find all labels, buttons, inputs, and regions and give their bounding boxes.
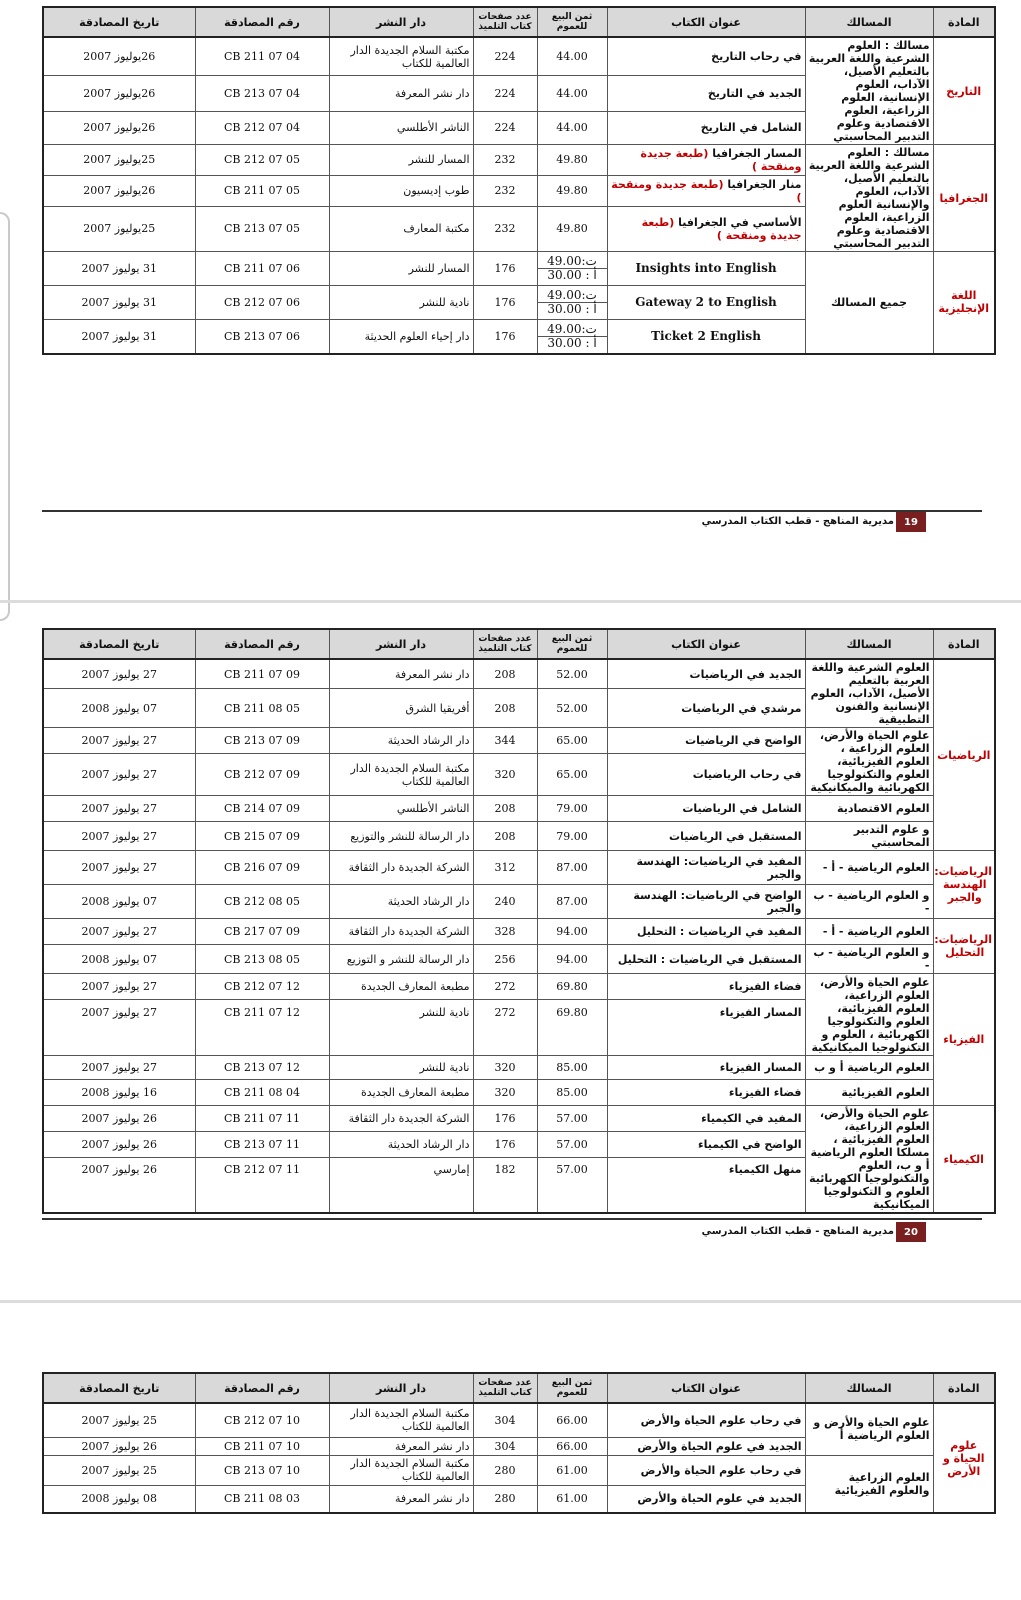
track-cell: مسالك : العلوم الشرعية واللغة العربية بالتعليم الأصيل، الآداب، العلوم الإنسانية، العلوم الزراعية، العلوم الاقتصادية وعلوم التدبير المحاسبتي (805, 37, 933, 145)
price: 94.00 (537, 919, 607, 945)
header-pages: عدد صفحات كتاب التلميذ (473, 1373, 537, 1403)
book-title: Ticket 2 English (607, 320, 805, 354)
approval-code: 09 CB 214 07 (195, 796, 329, 822)
approval-date: 25يوليوز 2007 (43, 206, 195, 251)
table-row (43, 919, 995, 945)
price: 65.00 (537, 754, 607, 796)
table-row (43, 145, 995, 176)
pages: 240 (473, 885, 537, 919)
pages: 224 (473, 111, 537, 144)
price: 69.80 (537, 974, 607, 1000)
price: 65.00 (537, 728, 607, 754)
approval-date: 27 يوليوز 2007 (43, 728, 195, 754)
pages: 176 (473, 1106, 537, 1132)
publisher: دار نشر المعرفة (329, 659, 473, 689)
book-title: المسار الفيزياء (607, 1000, 805, 1056)
publisher: الناشر الأطلسي (329, 111, 473, 144)
book-title: الجديد في علوم الحياة والأرض (607, 1437, 805, 1455)
pages: 232 (473, 206, 537, 251)
header-publisher: دار النشر (329, 7, 473, 37)
table-row (43, 945, 995, 974)
publisher: المسار للنشر (329, 145, 473, 176)
track-cell: العلوم الرياضية أ و ب (805, 1056, 933, 1080)
pages: 304 (473, 1437, 537, 1455)
footer-label: مديرية المناهج - قطب الكتاب المدرسي (701, 1226, 894, 1237)
approval-code: 09 CB 212 07 (195, 754, 329, 796)
page-number-badge: 19 (896, 512, 926, 532)
table-row (43, 1403, 995, 1437)
pages: 312 (473, 851, 537, 885)
price-split (537, 286, 607, 320)
book-title: الواضح في الكيمياء (607, 1131, 805, 1157)
header-date: تاريخ المصادقة (43, 7, 195, 37)
approval-date: 25 يوليوز 2007 (43, 1455, 195, 1485)
books-table-page-21 (42, 1372, 996, 1514)
track-cell: العلوم الرياضية - أ - (805, 851, 933, 885)
pages: 304 (473, 1403, 537, 1437)
table-row (43, 1455, 995, 1485)
subject-cell: علوم الحياة و الأرض (933, 1403, 995, 1513)
approval-date: 26 يوليوز 2007 (43, 1106, 195, 1132)
pages: 176 (473, 1131, 537, 1157)
book-title: المستقبل في الرياضيات : التحليل (607, 945, 805, 974)
approval-date: 27 يوليوز 2007 (43, 1056, 195, 1080)
table-row (43, 851, 995, 885)
price: 66.00 (537, 1403, 607, 1437)
approval-code: 04 CB 211 07 (195, 37, 329, 76)
price: 49.80 (537, 206, 607, 251)
approval-date: 08 يوليوز 2008 (43, 1485, 195, 1513)
price: 69.80 (537, 1000, 607, 1056)
book-title: فضاء الفيزياء (607, 1080, 805, 1106)
publisher: مطبعة المعارف الجديدة (329, 1080, 473, 1106)
publisher: طوب إديسيون (329, 175, 473, 206)
price: 87.00 (537, 851, 607, 885)
publisher: مكتبة المعارف (329, 206, 473, 251)
table-row (43, 1106, 995, 1132)
table-row (43, 974, 995, 1000)
pages: 256 (473, 945, 537, 974)
header-track: المسالك (805, 1373, 933, 1403)
price-student: ت:49.00 (538, 323, 607, 337)
book-title: الشامل في التاريخ (607, 111, 805, 144)
book-title: المفيد في الرياضيات : التحليل (607, 919, 805, 945)
approval-date: 31 يوليوز 2007 (43, 320, 195, 354)
book-title: في رحاب علوم الحياة والأرض (607, 1455, 805, 1485)
publisher: دار الرشاد الحديثة (329, 728, 473, 754)
book-title: المسار الفيزياء (607, 1056, 805, 1080)
header-title: عنوان الكتاب (607, 7, 805, 37)
header-title: عنوان الكتاب (607, 629, 805, 659)
approval-date: 27 يوليوز 2007 (43, 822, 195, 851)
pages: 224 (473, 76, 537, 111)
price: 87.00 (537, 885, 607, 919)
book-title (607, 145, 805, 176)
pages: 208 (473, 796, 537, 822)
publisher: نادية للنشر (329, 286, 473, 320)
header-date: تاريخ المصادقة (43, 629, 195, 659)
footer-rule (42, 1218, 982, 1220)
price: 44.00 (537, 76, 607, 111)
price: 61.00 (537, 1485, 607, 1513)
pages: 280 (473, 1455, 537, 1485)
approval-code: 06 CB 211 07 (195, 252, 329, 286)
approval-date: 27 يوليوز 2007 (43, 796, 195, 822)
track-cell: و العلوم الرياضية - ب - (805, 945, 933, 974)
approval-code: 09 CB 211 07 (195, 659, 329, 689)
pages: 176 (473, 286, 537, 320)
pages: 320 (473, 1080, 537, 1106)
pages: 320 (473, 1056, 537, 1080)
header-code: رقم المصادقة (195, 629, 329, 659)
header-subject: المادة (933, 629, 995, 659)
book-title: في رحاب التاريخ (607, 37, 805, 76)
track-cell: العلوم الاقتصادية (805, 796, 933, 822)
approval-code: 09 CB 215 07 (195, 822, 329, 851)
pages: 272 (473, 1000, 537, 1056)
header-pages: عدد صفحات كتاب التلميذ (473, 7, 537, 37)
approval-code: 05 CB 212 07 (195, 145, 329, 176)
side-scroll-tab[interactable] (0, 212, 10, 621)
approval-code: 09 CB 216 07 (195, 851, 329, 885)
page-footer-20 (42, 1218, 994, 1248)
book-title: الجديد في التاريخ (607, 76, 805, 111)
book-title: الشامل في الرياضيات (607, 796, 805, 822)
approval-date: 26 يوليوز 2007 (43, 1437, 195, 1455)
book-title: مرشدي في الرياضيات (607, 689, 805, 728)
publisher: دار إحياء العلوم الحديثة (329, 320, 473, 354)
pages: 176 (473, 252, 537, 286)
track-cell: العلوم الزراعية والعلوم الفيزيائية (805, 1455, 933, 1513)
approval-date: 27 يوليوز 2007 (43, 1000, 195, 1056)
books-table-page-19 (42, 6, 996, 355)
book-title: الجديد في الرياضيات (607, 659, 805, 689)
approval-date: 07 يوليوز 2008 (43, 885, 195, 919)
subject-cell: الرياضيات (933, 659, 995, 851)
book-title: الجديد في علوم الحياة والأرض (607, 1485, 805, 1513)
approval-code: 05 CB 211 08 (195, 689, 329, 728)
publisher: أفريقيا الشرق (329, 689, 473, 728)
header-subject: المادة (933, 1373, 995, 1403)
price: 85.00 (537, 1056, 607, 1080)
track-cell: العلوم الرياضية - أ - (805, 919, 933, 945)
title-main: الأساسي في الجغرافيا (678, 215, 802, 229)
pages: 280 (473, 1485, 537, 1513)
header-code: رقم المصادقة (195, 1373, 329, 1403)
header-publisher: دار النشر (329, 1373, 473, 1403)
approval-code: 05 CB 213 08 (195, 945, 329, 974)
price-split (537, 320, 607, 354)
price: 66.00 (537, 1437, 607, 1455)
title-note: (طبعة جديدة ومنقحة ) (640, 146, 802, 173)
approval-date: 26يوليوز 2007 (43, 76, 195, 111)
track-cell: علوم الحياة والأرض و العلوم الرياضية أ (805, 1403, 933, 1455)
approval-date: 26يوليوز 2007 (43, 37, 195, 76)
approval-date: 26 يوليوز 2007 (43, 1131, 195, 1157)
approval-date: 25 يوليوز 2007 (43, 1403, 195, 1437)
track-cell: و علوم التدبير المحاسبتي (805, 822, 933, 851)
approval-code: 05 CB 211 07 (195, 175, 329, 206)
table-row (43, 1056, 995, 1080)
approval-code: 04 CB 213 07 (195, 76, 329, 111)
table-row (43, 822, 995, 851)
price-teacher: أ : 30.00 (547, 268, 597, 282)
book-title: في رحاب الرياضيات (607, 754, 805, 796)
title-main: المسار الجغرافيا (712, 146, 802, 160)
header-price: ثمن البيع للعموم (537, 629, 607, 659)
publisher: نادية للنشر (329, 1056, 473, 1080)
track-cell: علوم الحياة والأرض، العلوم الزراعية، العلوم الفيزيائية، العلوم والتكنولوجيا الكهربائية ، العلوم و التكنولوجيا الميكانيكية (805, 974, 933, 1056)
publisher: الشركة الجديدة دار الثقافة (329, 919, 473, 945)
subject-cell: التاريخ (933, 37, 995, 145)
book-title: Gateway 2 to English (607, 286, 805, 320)
publisher: دار الرشاد الحديثة (329, 1131, 473, 1157)
approval-date: 27 يوليوز 2007 (43, 659, 195, 689)
publisher: الشركة الجديدة دار الثقافة (329, 851, 473, 885)
approval-code: 03 CB 211 08 (195, 1485, 329, 1513)
header-track: المسالك (805, 629, 933, 659)
approval-code: 05 CB 212 08 (195, 885, 329, 919)
price-teacher: أ : 30.00 (547, 335, 597, 350)
approval-code: 10 CB 213 07 (195, 1455, 329, 1485)
publisher: مكتبة السلام الجديدة الدار العالمية للكتاب (329, 1455, 473, 1485)
publisher: مكتبة السلام الجديدة الدار العالمية للكتاب (329, 754, 473, 796)
approval-code: 10 CB 211 07 (195, 1437, 329, 1455)
price: 44.00 (537, 37, 607, 76)
approval-date: 26يوليوز 2007 (43, 175, 195, 206)
table-row (43, 659, 995, 689)
header-date: تاريخ المصادقة (43, 1373, 195, 1403)
publisher: مكتبة السلام الجديدة الدار العالمية للكتاب (329, 1403, 473, 1437)
price-student: ت:49.00 (538, 255, 607, 269)
footer-label: مديرية المناهج - قطب الكتاب المدرسي (701, 516, 894, 527)
price: 44.00 (537, 111, 607, 144)
books-table-page-20 (42, 628, 996, 1214)
page-separator (0, 1300, 1021, 1303)
approval-date: 31 يوليوز 2007 (43, 252, 195, 286)
header-title: عنوان الكتاب (607, 1373, 805, 1403)
approval-code: 06 CB 212 07 (195, 286, 329, 320)
price: 94.00 (537, 945, 607, 974)
publisher: إمارسي (329, 1157, 473, 1213)
page-number-badge: 20 (896, 1222, 926, 1242)
approval-date: 26يوليوز 2007 (43, 111, 195, 144)
track-cell: مسالك : العلوم الشرعية واللغة العربية بالتعليم الأصيل، الآداب، العلوم والإنسانية العلوم الزراعية، العلوم الاقتصادية وعلوم التدبير المحاسبتي (805, 145, 933, 252)
table-row (43, 1080, 995, 1106)
price: 52.00 (537, 659, 607, 689)
table-row (43, 796, 995, 822)
header-track: المسالك (805, 7, 933, 37)
header-publisher: دار النشر (329, 629, 473, 659)
publisher: دار نشر المعرفة (329, 76, 473, 111)
book-title: المفيد في الرياضيات: الهندسة والجبر (607, 851, 805, 885)
publisher: دار الرشاد الحديثة (329, 885, 473, 919)
pages: 344 (473, 728, 537, 754)
publisher: دار نشر المعرفة (329, 1437, 473, 1455)
table-row (43, 728, 995, 754)
publisher: مكتبة السلام الجديدة الدار العالمية للكتاب (329, 37, 473, 76)
price: 79.00 (537, 796, 607, 822)
subject-cell: الكيمياء (933, 1106, 995, 1214)
title-note: (طبعة جديدة ومنقحة ) (611, 177, 802, 204)
approval-date: 27 يوليوز 2007 (43, 919, 195, 945)
publisher: دار الرسالة للنشر و التوزيع (329, 945, 473, 974)
pages: 232 (473, 145, 537, 176)
header-price: ثمن البيع للعموم (537, 1373, 607, 1403)
pages: 232 (473, 175, 537, 206)
approval-code: 11 CB 213 07 (195, 1131, 329, 1157)
approval-date: 25يوليوز 2007 (43, 145, 195, 176)
publisher: دار الرسالة للنشر والتوزيع (329, 822, 473, 851)
price-split (537, 252, 607, 286)
title-main: منار الجغرافيا (727, 177, 802, 191)
pages: 176 (473, 320, 537, 354)
table-row (43, 37, 995, 76)
page-separator (0, 600, 1021, 603)
approval-code: 12 CB 212 07 (195, 974, 329, 1000)
header-subject: المادة (933, 7, 995, 37)
price: 79.00 (537, 822, 607, 851)
header-code: رقم المصادقة (195, 7, 329, 37)
header-pages: عدد صفحات كتاب التلميذ (473, 629, 537, 659)
pages: 328 (473, 919, 537, 945)
approval-code: 12 CB 213 07 (195, 1056, 329, 1080)
book-title: المفيد في الكيمياء (607, 1106, 805, 1132)
track-cell: و العلوم الرياضية - ب - (805, 885, 933, 919)
price: 52.00 (537, 689, 607, 728)
approval-code: 04 CB 212 07 (195, 111, 329, 144)
pages: 320 (473, 754, 537, 796)
approval-date: 16 يوليوز 2008 (43, 1080, 195, 1106)
approval-code: 09 CB 217 07 (195, 919, 329, 945)
pages: 208 (473, 822, 537, 851)
footer-rule (42, 510, 982, 512)
pages: 224 (473, 37, 537, 76)
subject-cell: الرياضيات: الهندسة والجبر (933, 851, 995, 919)
page-footer-19 (42, 510, 994, 540)
publisher: دار نشر المعرفة (329, 1485, 473, 1513)
price: 57.00 (537, 1106, 607, 1132)
price: 57.00 (537, 1131, 607, 1157)
publisher: الناشر الأطلسي (329, 796, 473, 822)
publisher: مطبعة المعارف الجديدة (329, 974, 473, 1000)
header-price: ثمن البيع للعموم (537, 7, 607, 37)
book-title: الواضح في الرياضيات (607, 728, 805, 754)
book-title: منهل الكيمياء (607, 1157, 805, 1213)
approval-date: 26 يوليوز 2007 (43, 1157, 195, 1213)
publisher: المسار للنشر (329, 252, 473, 286)
subject-cell: الجغرافيا (933, 145, 995, 252)
price: 57.00 (537, 1157, 607, 1213)
approval-date: 27 يوليوز 2007 (43, 974, 195, 1000)
track-cell: علوم الحياة والأرض، العلوم الزراعية، العلوم الفيزيائية ، مسلكا العلوم الرياضية أ و ب، العلوم والتكنولوجيا الكهربائية العلوم و التكنولوجيا الميكانيكية (805, 1106, 933, 1214)
price: 49.80 (537, 145, 607, 176)
track-cell: العلوم الشرعية واللغة العربية بالتعليم الأصيل، الآداب، العلوم الإنسانية والفنون التطبيقية (805, 659, 933, 728)
book-title: Insights into English (607, 252, 805, 286)
price: 85.00 (537, 1080, 607, 1106)
price-student: ت:49.00 (538, 289, 607, 303)
pages: 208 (473, 659, 537, 689)
price-teacher: أ : 30.00 (547, 302, 597, 316)
approval-code: 05 CB 213 07 (195, 206, 329, 251)
pages: 208 (473, 689, 537, 728)
book-title: الواضح في الرياضيات: الهندسة والجبر (607, 885, 805, 919)
approval-code: 10 CB 212 07 (195, 1403, 329, 1437)
subject-cell: الفيزياء (933, 974, 995, 1106)
track-cell: جميع المسالك (805, 252, 933, 354)
book-title: في رحاب علوم الحياة والأرض (607, 1403, 805, 1437)
price: 61.00 (537, 1455, 607, 1485)
book-title: المستقبل في الرياضيات (607, 822, 805, 851)
subject-cell: اللغة الإنجليزية (933, 252, 995, 354)
price: 49.80 (537, 175, 607, 206)
approval-date: 31 يوليوز 2007 (43, 286, 195, 320)
approval-date: 27 يوليوز 2007 (43, 851, 195, 885)
approval-code: 11 CB 212 07 (195, 1157, 329, 1213)
approval-code: 06 CB 213 07 (195, 320, 329, 354)
approval-date: 07 يوليوز 2008 (43, 945, 195, 974)
publisher: نادية للنشر (329, 1000, 473, 1056)
approval-date: 27 يوليوز 2007 (43, 754, 195, 796)
table-row (43, 885, 995, 919)
approval-code: 04 CB 211 08 (195, 1080, 329, 1106)
approval-date: 07 يوليوز 2008 (43, 689, 195, 728)
approval-code: 11 CB 211 07 (195, 1106, 329, 1132)
track-cell: علوم الحياة والأرض، العلوم الزراعية ، العلوم الفيزيائية، العلوم والتكنولوجيا الكهربائية والميكانيكية (805, 728, 933, 796)
subject-cell: الرياضيات: التحليل (933, 919, 995, 974)
publisher: الشركة الجديدة دار الثقافة (329, 1106, 473, 1132)
book-title (607, 206, 805, 251)
book-title: فضاء الفيزياء (607, 974, 805, 1000)
title-note: (طبعة جديدة ومنقحة ) (641, 215, 802, 242)
approval-code: 09 CB 213 07 (195, 728, 329, 754)
book-title (607, 175, 805, 206)
track-cell: العلوم الفيزيائية (805, 1080, 933, 1106)
pages: 182 (473, 1157, 537, 1213)
pages: 272 (473, 974, 537, 1000)
table-row (43, 252, 995, 286)
approval-code: 12 CB 211 07 (195, 1000, 329, 1056)
